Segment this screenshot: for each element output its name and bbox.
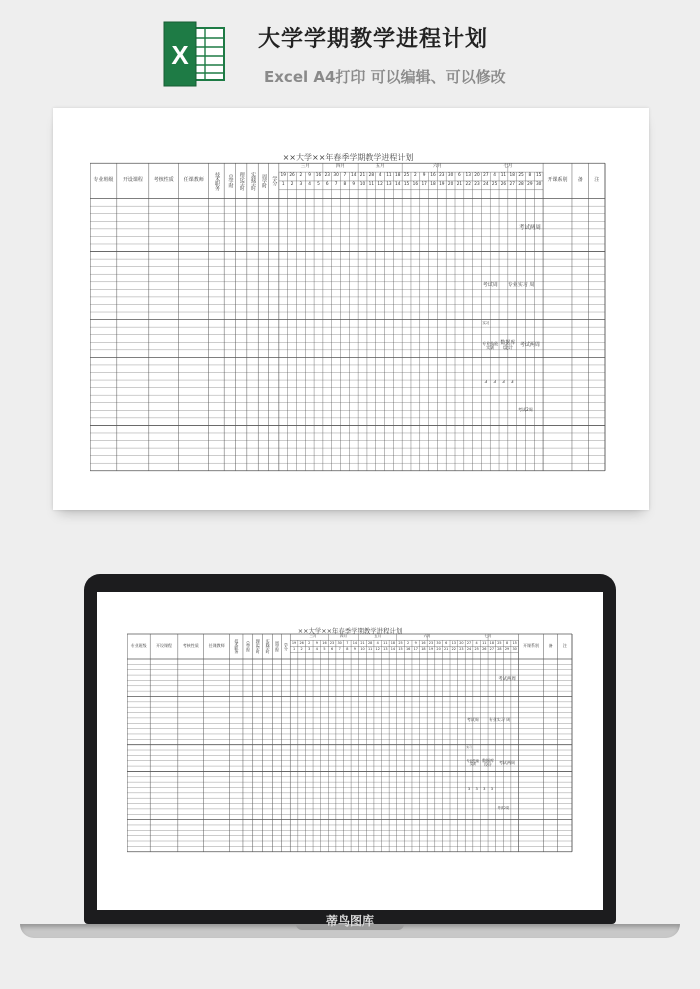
column-header: 考核性质 [153,177,174,184]
page-subtitle: Excel A4打印 可以编辑、可以修改 [264,68,506,86]
laptop-screen [97,592,603,910]
week-number: 14 [390,646,396,651]
week-number: 10 [360,646,365,651]
week-number: 25 [474,646,479,651]
week-number: 16 [405,646,411,651]
column-header-end: 开课系别 [547,177,568,184]
week-number: 23 [459,646,464,651]
week-number: 18 [430,182,436,188]
week-date: 25 [398,640,403,645]
week-date: 16 [430,173,436,179]
column-header: 理论学时 [238,171,245,190]
week-number: 23 [474,182,480,188]
week-number: 28 [497,646,502,651]
month-header: 五月 [375,164,385,170]
week-number: 4 [315,646,318,651]
week-date: 6 [458,173,461,179]
week-date: 30 [337,640,342,645]
week-number: 19 [428,646,434,651]
note-exam-2: 考试两周 [499,760,516,766]
week-date: 9 [308,173,312,179]
column-header: 考核性质 [182,643,199,649]
week-date: 9 [315,640,318,645]
week-date: 25 [518,173,524,179]
week-date: 11 [482,640,487,645]
week-date: 6 [445,640,448,645]
week-date: 27 [466,640,472,645]
week-date: 7 [343,173,347,179]
week-number: 21 [444,646,449,651]
note-digit: 3 [501,380,505,386]
note-digit: 3 [484,380,488,386]
note-practice-short: 实习 [466,744,472,749]
week-date: 8 [528,173,532,179]
week-number: 8 [343,182,347,188]
week-date: 28 [368,173,375,179]
week-number: 27 [509,182,515,188]
week-number: 7 [338,646,341,651]
note-digit: 3 [510,380,514,386]
week-date: 18 [509,173,515,179]
week-number: 28 [518,182,524,188]
laptop-brand: 蒂鸟图库 [325,914,374,928]
sheet-title: ××大学××年春季学期教学进程计划 [297,627,403,635]
note-digit: 3 [475,787,478,792]
week-number: 6 [330,646,334,651]
week-date: 18 [489,640,494,645]
week-number: 14 [395,182,401,188]
note-exam-2: 考试两周 [519,342,540,349]
week-date: 19 [280,173,286,179]
week-number: 18 [421,646,426,651]
week-number: 13 [383,646,388,651]
week-date: 28 [367,640,373,645]
schedule-sheet [90,152,606,474]
week-date: 23 [439,173,445,179]
week-number: 22 [465,182,471,188]
column-header: 周学时 [274,641,280,652]
svg-text:X: X [171,40,189,70]
note-practice: 专业实习 周 [488,717,511,723]
week-number: 1 [281,182,285,188]
week-date: 25 [403,173,410,179]
week-date: 26 [299,640,304,645]
paper-preview [53,108,649,510]
schedule-sheet-laptop [127,626,573,854]
week-number: 5 [317,182,320,188]
note-database: 数据库设计 [500,339,516,352]
week-date: 18 [395,173,401,179]
month-header: 四月 [339,634,348,639]
note-digit: 3 [490,787,493,792]
note-exam-3: 考试2周 [518,407,533,413]
column-header-end: 注 [562,643,567,649]
excel-logo-icon [162,20,226,88]
week-date: 4 [475,640,478,645]
week-date: 16 [315,173,322,179]
week-date: 19 [291,640,297,645]
column-header: 开设课程 [156,643,172,649]
week-number: 24 [483,182,489,188]
column-header: 学分 [283,642,289,650]
column-header: 实践学时 [250,171,257,190]
week-date: 21 [360,640,365,645]
week-number: 3 [299,182,303,188]
week-date: 27 [483,173,489,179]
week-number: 4 [308,182,312,188]
note-exam: 考试两周 [518,224,541,231]
week-date: 2 [407,640,410,645]
month-header: 七月 [503,164,513,170]
column-header: 技术职务 [214,171,221,190]
week-number: 29 [504,646,510,651]
week-number: 1 [292,646,296,651]
week-number: 9 [353,646,356,651]
week-date: 16 [322,640,327,645]
week-number: 24 [466,646,472,651]
column-header-end: 备 [548,643,553,649]
sheet-title: ××大学××年春季学期教学进程计划 [282,153,414,162]
week-date: 11 [383,640,388,645]
column-header: 周学时 [260,174,267,188]
month-header: 五月 [374,634,382,639]
column-header: 任课教师 [208,643,225,649]
column-header: 总学时 [227,174,234,188]
week-number: 30 [512,646,517,651]
note-exam-week: 考试周 [482,281,498,288]
note-practice-short: 实习 [482,320,490,325]
week-date: 21 [359,173,366,179]
week-date: 8 [505,640,509,645]
week-date: 2 [308,640,311,645]
column-header: 技术职务 [234,639,240,654]
week-date: 15 [535,173,542,179]
week-date: 4 [493,173,496,179]
week-date: 30 [447,173,454,179]
month-header: 四月 [336,164,345,170]
week-date: 7 [346,640,349,645]
week-number: 30 [535,182,542,188]
week-number: 26 [500,182,507,188]
week-date: 2 [413,173,417,179]
week-date: 9 [414,640,417,645]
week-date: 2 [299,173,303,179]
week-date: 4 [378,173,382,179]
week-date: 9 [422,173,426,179]
week-number: 29 [527,182,533,188]
week-date: 11 [386,173,392,179]
week-date: 18 [390,640,396,645]
week-date: 14 [352,640,358,645]
week-date: 30 [436,640,441,645]
week-number: 25 [491,182,498,188]
week-number: 3 [308,646,311,651]
note-exam: 考试两周 [498,677,516,683]
week-date: 20 [474,173,480,179]
week-number: 8 [346,646,349,651]
week-number: 2 [290,182,294,188]
week-number: 5 [323,646,326,651]
week-date: 13 [465,173,471,179]
week-number: 12 [377,182,383,188]
week-number: 19 [439,182,445,188]
column-header: 总学时 [245,641,251,652]
note-training: 专业技能实训 [466,759,480,767]
note-practice: 专业实习 周 [507,281,535,288]
page-title: 大学学期教学进程计划 [258,27,489,52]
column-header: 专业班级 [93,177,114,184]
note-exam-week: 考试周 [466,717,479,723]
week-date: 23 [329,640,335,645]
week-date: 16 [421,640,426,645]
week-number: 17 [421,182,427,188]
week-date: 23 [428,640,434,645]
week-number: 12 [375,646,380,651]
column-header: 任课教师 [183,177,204,184]
column-header: 实践学时 [265,639,271,654]
week-number: 22 [451,646,456,651]
week-number: 11 [368,182,375,188]
column-header-end: 注 [594,177,600,184]
month-header: 六月 [432,164,442,170]
month-header: 三月 [309,634,317,639]
column-header-end: 备 [577,177,583,184]
month-header: 六月 [423,634,431,639]
month-header: 七月 [484,634,492,639]
week-date: 20 [459,640,464,645]
week-date: 15 [512,640,517,645]
week-date: 25 [497,640,502,645]
week-number: 11 [367,646,373,651]
week-date: 4 [376,640,379,645]
column-header-end: 开课系别 [522,643,539,649]
week-number: 20 [447,182,454,188]
note-database: 数据库设计 [482,758,495,768]
month-header: 三月 [300,164,310,170]
week-number: 26 [482,646,487,651]
note-digit: 3 [483,787,486,792]
week-date: 30 [333,173,339,179]
week-number: 2 [300,646,303,651]
week-number: 20 [436,646,441,651]
column-header: 学分 [271,176,278,186]
note-digit: 3 [493,380,497,386]
week-date: 11 [500,173,507,179]
column-header: 开设课程 [122,177,143,184]
week-number: 9 [352,182,356,188]
week-date: 26 [289,173,295,179]
note-training: 专业技能实训 [482,340,499,351]
week-number: 21 [456,182,463,188]
week-date: 23 [324,173,330,179]
column-header: 专业班级 [130,643,147,649]
week-number: 16 [412,182,419,188]
note-digit: 3 [467,787,471,792]
note-exam-3: 考试2周 [497,806,510,811]
week-number: 7 [334,182,338,188]
week-number: 6 [325,182,329,188]
week-number: 17 [413,646,418,651]
week-number: 13 [386,182,392,188]
column-header: 理论学时 [255,639,261,654]
week-number: 10 [359,182,366,188]
week-date: 13 [451,640,456,645]
week-number: 15 [403,182,410,188]
week-number: 27 [489,646,494,651]
week-date: 14 [351,173,357,179]
week-number: 15 [398,646,403,651]
